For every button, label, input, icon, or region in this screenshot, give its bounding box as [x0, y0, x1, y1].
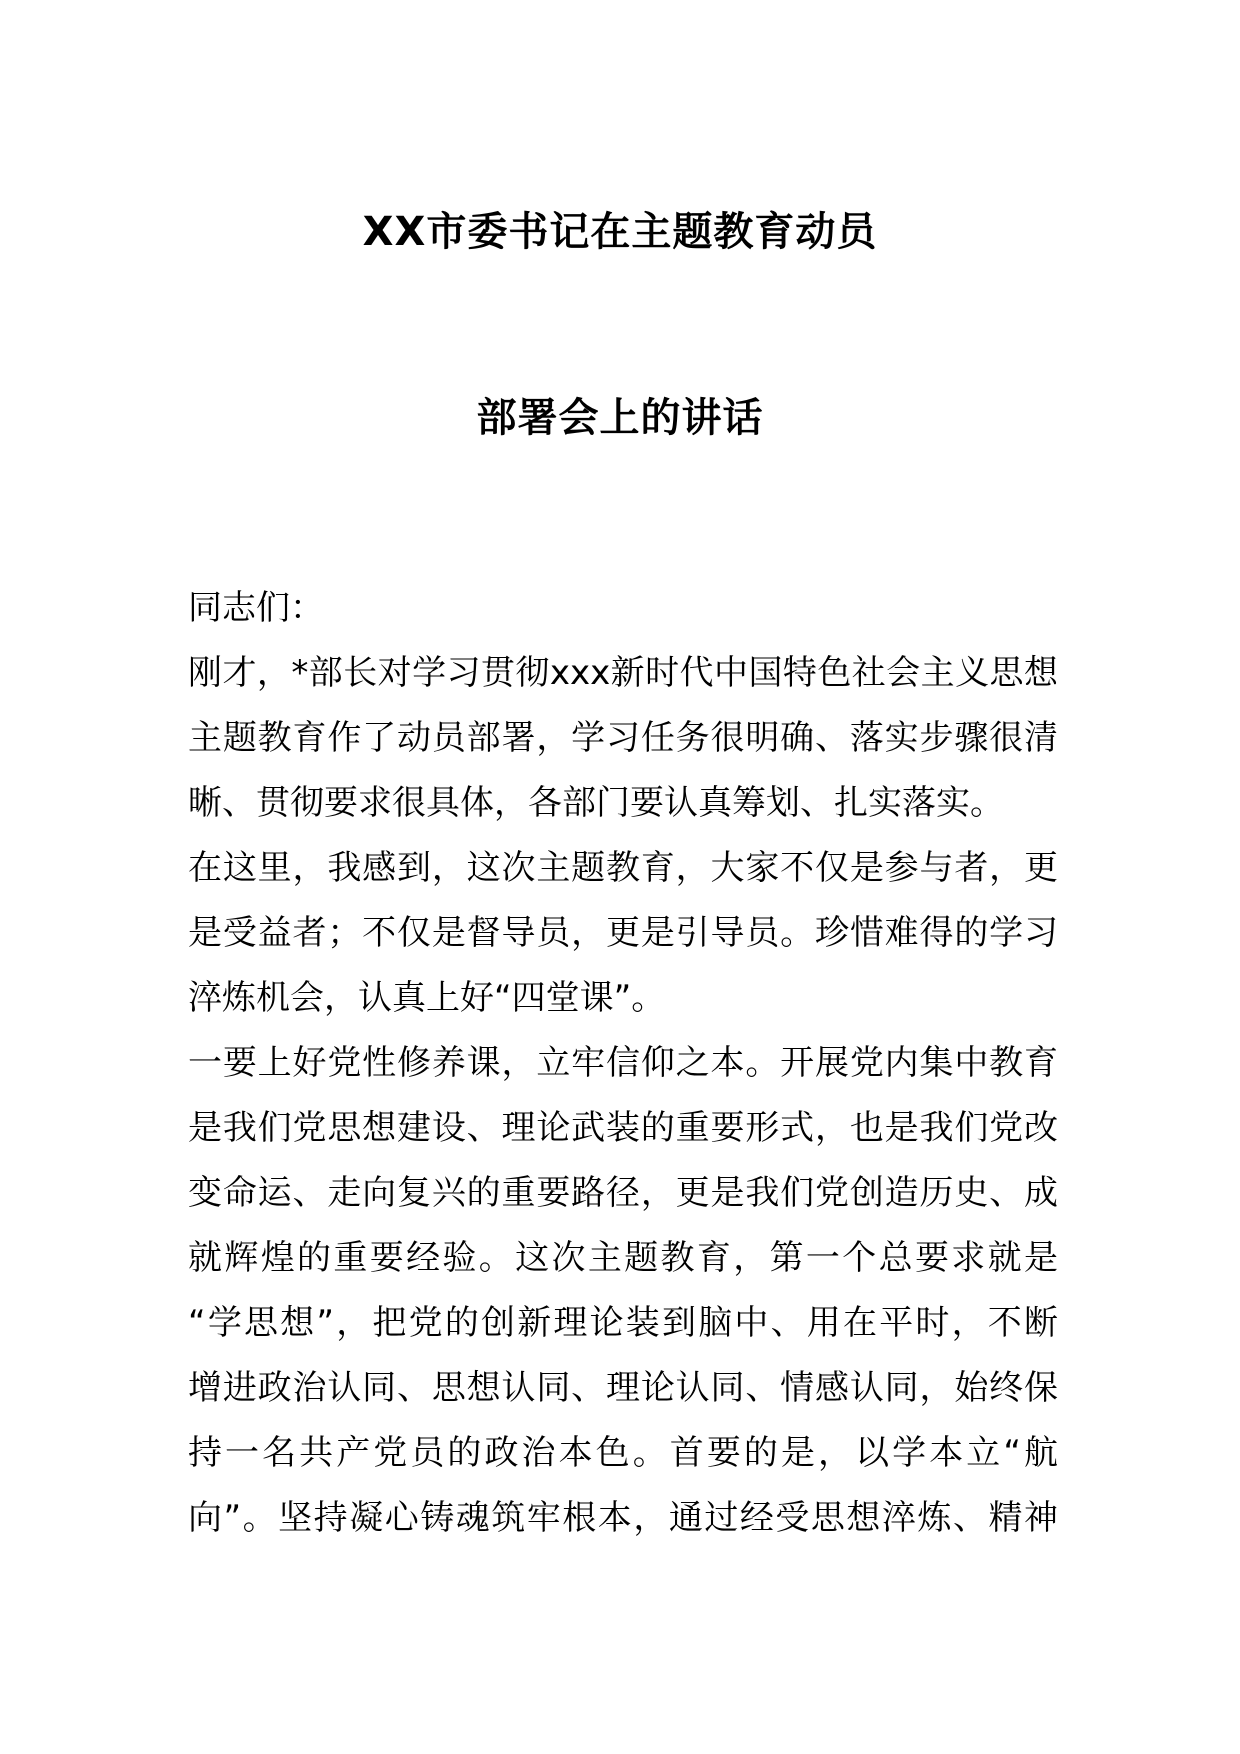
body-line: “学思想”，把党的创新理论装到脑中、用在平时，不断 — [188, 1303, 1058, 1343]
body-line: 变命运、走向复兴的重要路径，更是我们党创造历史、成 — [188, 1173, 1058, 1213]
body-line: 一要上好党性修养课，立牢信仰之本。开展党内集中教育 — [188, 1043, 1058, 1083]
body-line: 向”。坚持凝心铸魂筑牢根本，通过经受思想淬炼、精神 — [188, 1498, 1058, 1538]
body-line: 晰、贯彻要求很具体，各部门要认真筹划、扎实落实。 — [188, 783, 1004, 823]
body-line: 主题教育作了动员部署，学习任务很明确、落实步骤很清 — [188, 718, 1058, 758]
document-title-line-1: XX市委书记在主题教育动员 — [362, 209, 878, 255]
body-line: 淬炼机会，认真上好“四堂课”。 — [188, 978, 666, 1018]
body-line: 就辉煌的重要经验。这次主题教育，第一个总要求就是 — [188, 1238, 1058, 1278]
document-title-line-2: 部署会上的讲话 — [476, 395, 764, 441]
body-line: 刚才，*部长对学习贯彻xxx新时代中国特色社会主义思想 — [188, 653, 1058, 693]
body-line: 是受益者；不仅是督导员，更是引导员。珍惜难得的学习 — [188, 913, 1058, 953]
body-line: 同志们： — [188, 588, 324, 628]
document-body — [188, 576, 1058, 1551]
body-line: 在这里，我感到，这次主题教育，大家不仅是参与者，更 — [188, 848, 1058, 888]
body-line: 增进政治认同、思想认同、理论认同、情感认同，始终保 — [188, 1368, 1058, 1408]
body-line: 是我们党思想建设、理论武装的重要形式，也是我们党改 — [188, 1108, 1058, 1148]
body-line: 持一名共产党员的政治本色。首要的是，以学本立“航 — [188, 1433, 1058, 1473]
